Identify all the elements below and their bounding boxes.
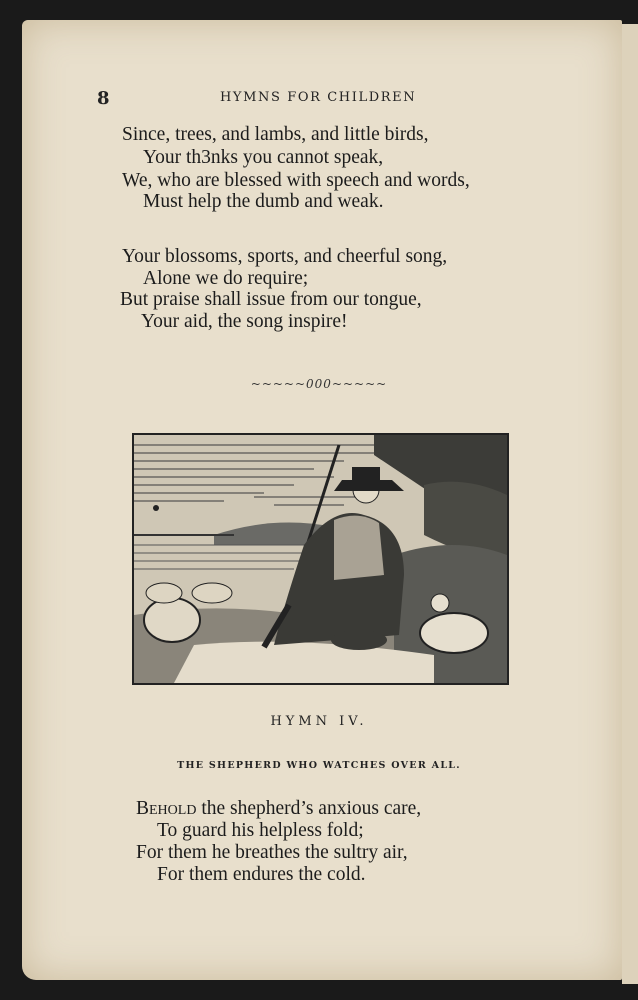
- page-header: [0, 88, 638, 110]
- hymn-title: HYMN IV.: [270, 714, 368, 729]
- shepherd-woodcut-illustration: [132, 433, 509, 685]
- ornament-divider: ~~~~~000~~~~~: [250, 377, 388, 391]
- stanza-line: Your aid, the song inspire!: [141, 311, 348, 332]
- hymn-line: [136, 798, 421, 820]
- page-edge: [622, 24, 638, 984]
- woodcut-drawing: [134, 435, 507, 683]
- hymn-line: To guard his helpless fold;: [157, 820, 364, 841]
- stanza-line: Alone we do require;: [143, 268, 309, 289]
- hymn-subtitle: THE SHEPHERD WHO WATCHES OVER ALL.: [177, 760, 461, 771]
- hymn-line: For them he breathes the sultry air,: [136, 842, 408, 863]
- hymn-line: For them endures the cold.: [157, 864, 366, 885]
- stanza-line: Your th3nks you cannot speak,: [143, 147, 384, 168]
- page-number: 8: [97, 88, 110, 109]
- stanza-line: Must help the dumb and weak.: [143, 191, 384, 212]
- hymn-line-rest: the shepherd’s anxious care,: [196, 798, 422, 819]
- stanza-line: We, who are blessed with speech and words,: [122, 170, 470, 191]
- stanza-line: Your blossoms, sports, and cheerful song,: [122, 246, 448, 267]
- stanza-line: But praise shall issue from our tongue,: [120, 289, 422, 310]
- drop-word: Behold: [136, 798, 197, 819]
- running-title: HYMNS FOR CHILDREN: [220, 90, 417, 105]
- stanza-line: Since, trees, and lambs, and little birds,: [122, 124, 429, 145]
